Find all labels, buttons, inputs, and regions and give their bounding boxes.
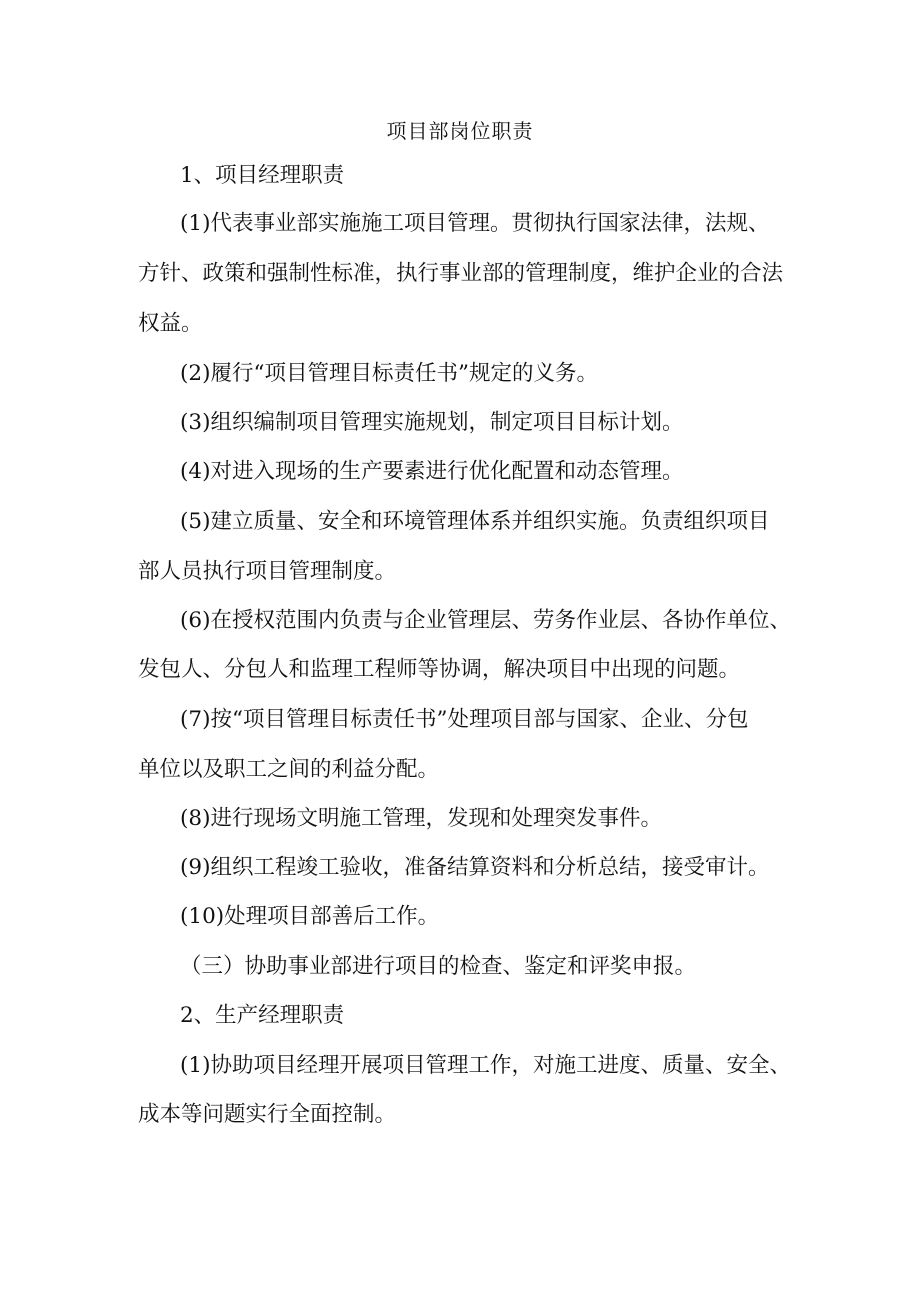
paragraph-line: (6)在授权范围内负责与企业管理层、劳务作业层、各协作单位、 bbox=[180, 608, 791, 633]
paragraph-line: (2)履行“项目管理目标责任书”规定的义务。 bbox=[180, 361, 598, 386]
paragraph-line: (1)代表事业部实施施工项目管理。贯彻执行国家法律，法规、 bbox=[180, 211, 770, 236]
paragraph-line: (8)进行现场文明施工管理，发现和处理突发事件。 bbox=[180, 806, 662, 831]
paragraph-line: 方针、政策和强制性标准，执行事业部的管理制度，维护企业的合法 bbox=[138, 261, 784, 286]
paragraph-line: 部人员执行项目管理制度。 bbox=[138, 559, 397, 584]
paragraph-line: 成本等问题实行全面控制。 bbox=[138, 1102, 397, 1127]
paragraph-line: (1)协助项目经理开展项目管理工作，对施工进度、质量、安全、 bbox=[180, 1053, 791, 1078]
document-title: 项目部岗位职责 bbox=[386, 119, 534, 143]
paragraph-line: 单位以及职工之间的利益分配。 bbox=[138, 757, 440, 782]
paragraph-line: (9)组织工程竣工验收，准备结算资料和分析总结，接受审计。 bbox=[180, 855, 770, 880]
paragraph-line: 权益。 bbox=[138, 311, 203, 336]
paragraph-line: (3)组织编制项目管理实施规划，制定项目目标计划。 bbox=[180, 410, 684, 435]
paragraph-line: (5)建立质量、安全和环境管理体系并组织实施。负责组织项目 bbox=[180, 509, 770, 534]
section-heading-1: 1、项目经理职责 bbox=[180, 163, 345, 188]
paragraph-line: (7)按“项目管理目标责任书”处理项目部与国家、企业、分包 bbox=[180, 707, 749, 732]
paragraph-line: 发包人、分包人和监理工程师等协调，解决项目中出现的问题。 bbox=[138, 657, 741, 682]
paragraph-line: (4)对进入现场的生产要素进行优化配置和动态管理。 bbox=[180, 459, 684, 484]
section-heading-2: 2、生产经理职责 bbox=[180, 1003, 345, 1028]
paragraph-line: (10)处理项目部善后工作。 bbox=[180, 904, 440, 929]
paragraph-line: （三）协助事业部进行项目的检查、鉴定和评奖申报。 bbox=[180, 954, 697, 979]
